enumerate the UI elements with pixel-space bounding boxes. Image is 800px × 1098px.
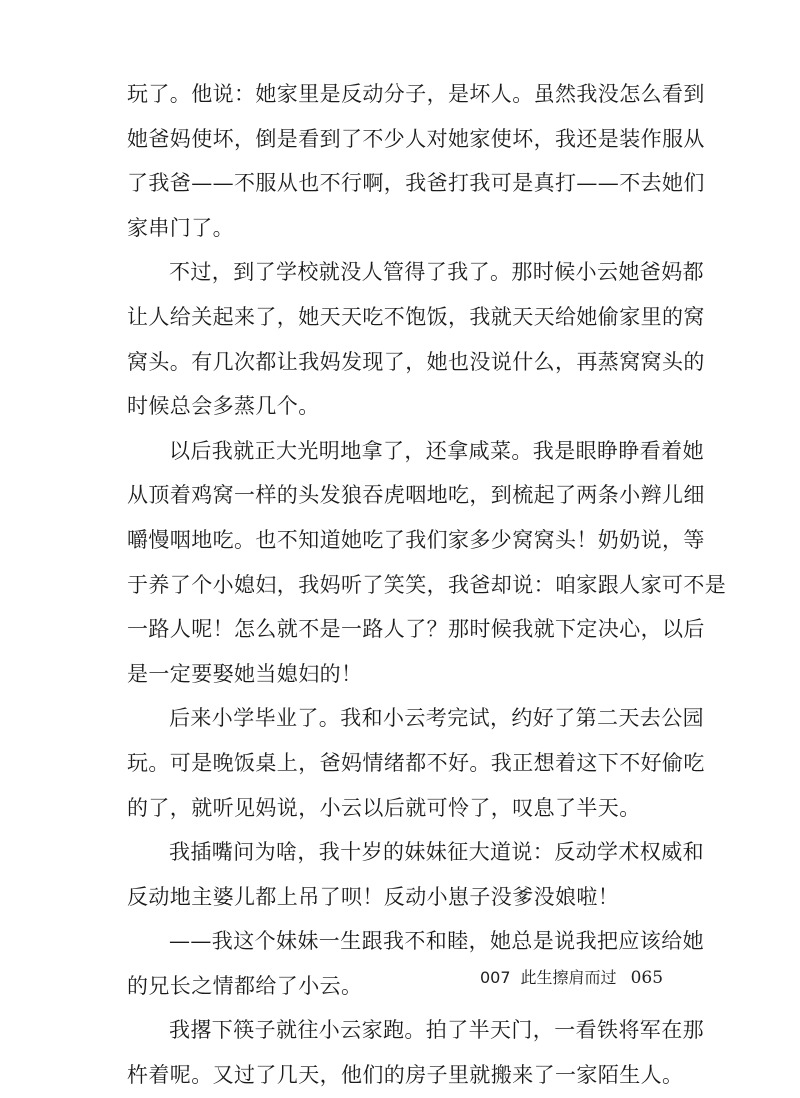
text-line: 从顶着鸡窝一样的头发狼吞虎咽地吃，到梳起了两条小辫儿细 [127,483,705,508]
text-line: 后来小学毕业了。我和小云考完试，约好了第二天去公园 [169,706,704,731]
text-line: 玩了。他说：她家里是反动分子，是坏人。虽然我没怎么看到 [127,82,705,106]
text-line: 家串门了。 [127,215,234,240]
text-line: 时候总会多蒸几个。 [127,394,320,419]
text-line: ——我这个妹妹一生跟我不和睦，她总是说我把应该给她 [169,929,704,954]
text-line: 不过，到了学校就没人管得了我了。那时候小云她爸妈都 [169,260,704,285]
text-line: 窝头。有几次都让我妈发现了，她也没说什么，再蒸窝窝头的 [127,349,705,374]
text-line: 于养了个小媳妇，我妈听了笑笑，我爸却说：咱家跟人家可不是 [127,572,727,597]
text-line: 一路人呢！怎么就不是一路人了？那时候我就下定决心，以后 [127,617,705,642]
page-footer [480,966,690,990]
text-line: 反动地主婆儿都上吊了呗！反动小崽子没爹没娘啦！ [127,884,620,909]
text-line: 我插嘴问为啥，我十岁的妹妹征大道说：反动学术权威和 [169,840,704,865]
text-line: 的兄长之情都给了小云。 [127,973,363,998]
text-line: 以后我就正大光明地拿了，还拿咸菜。我是眼睁睁看着她 [169,438,704,463]
text-line: 她爸妈使坏，倒是看到了不少人对她家使坏，我还是装作服从 [127,126,705,151]
text-line: 是一定要娶她当媳妇的！ [127,661,363,686]
body-text [127,72,727,1098]
text-line: 玩。可是晚饭桌上，爸妈情绪都不好。我正想着这下不好偷吃 [127,750,705,775]
text-line: 嚼慢咽地吃。也不知道她吃了我们家多少窝窝头！奶奶说，等 [127,527,705,552]
text-line: 我撂下筷子就往小云家跑。拍了半天门，一看铁将军在那 [169,1018,704,1043]
chapter-number: 007 [480,968,511,987]
text-line: 杵着呢。又过了几天，他们的房子里就搬来了一家陌生人。 [127,1063,684,1088]
text-line: 了我爸——不服从也不行啊，我爸打我可是真打——不去她们 [127,171,705,196]
text-line: 的了，就听见妈说，小云以后就可怜了，叹息了半天。 [127,795,641,820]
page-number: 065 [630,968,664,988]
text-line: 让人给关起来了，她天天吃不饱饭，我就天天给她偷家里的窝 [127,304,705,329]
chapter-title: 此生擦肩而过 [520,968,617,987]
